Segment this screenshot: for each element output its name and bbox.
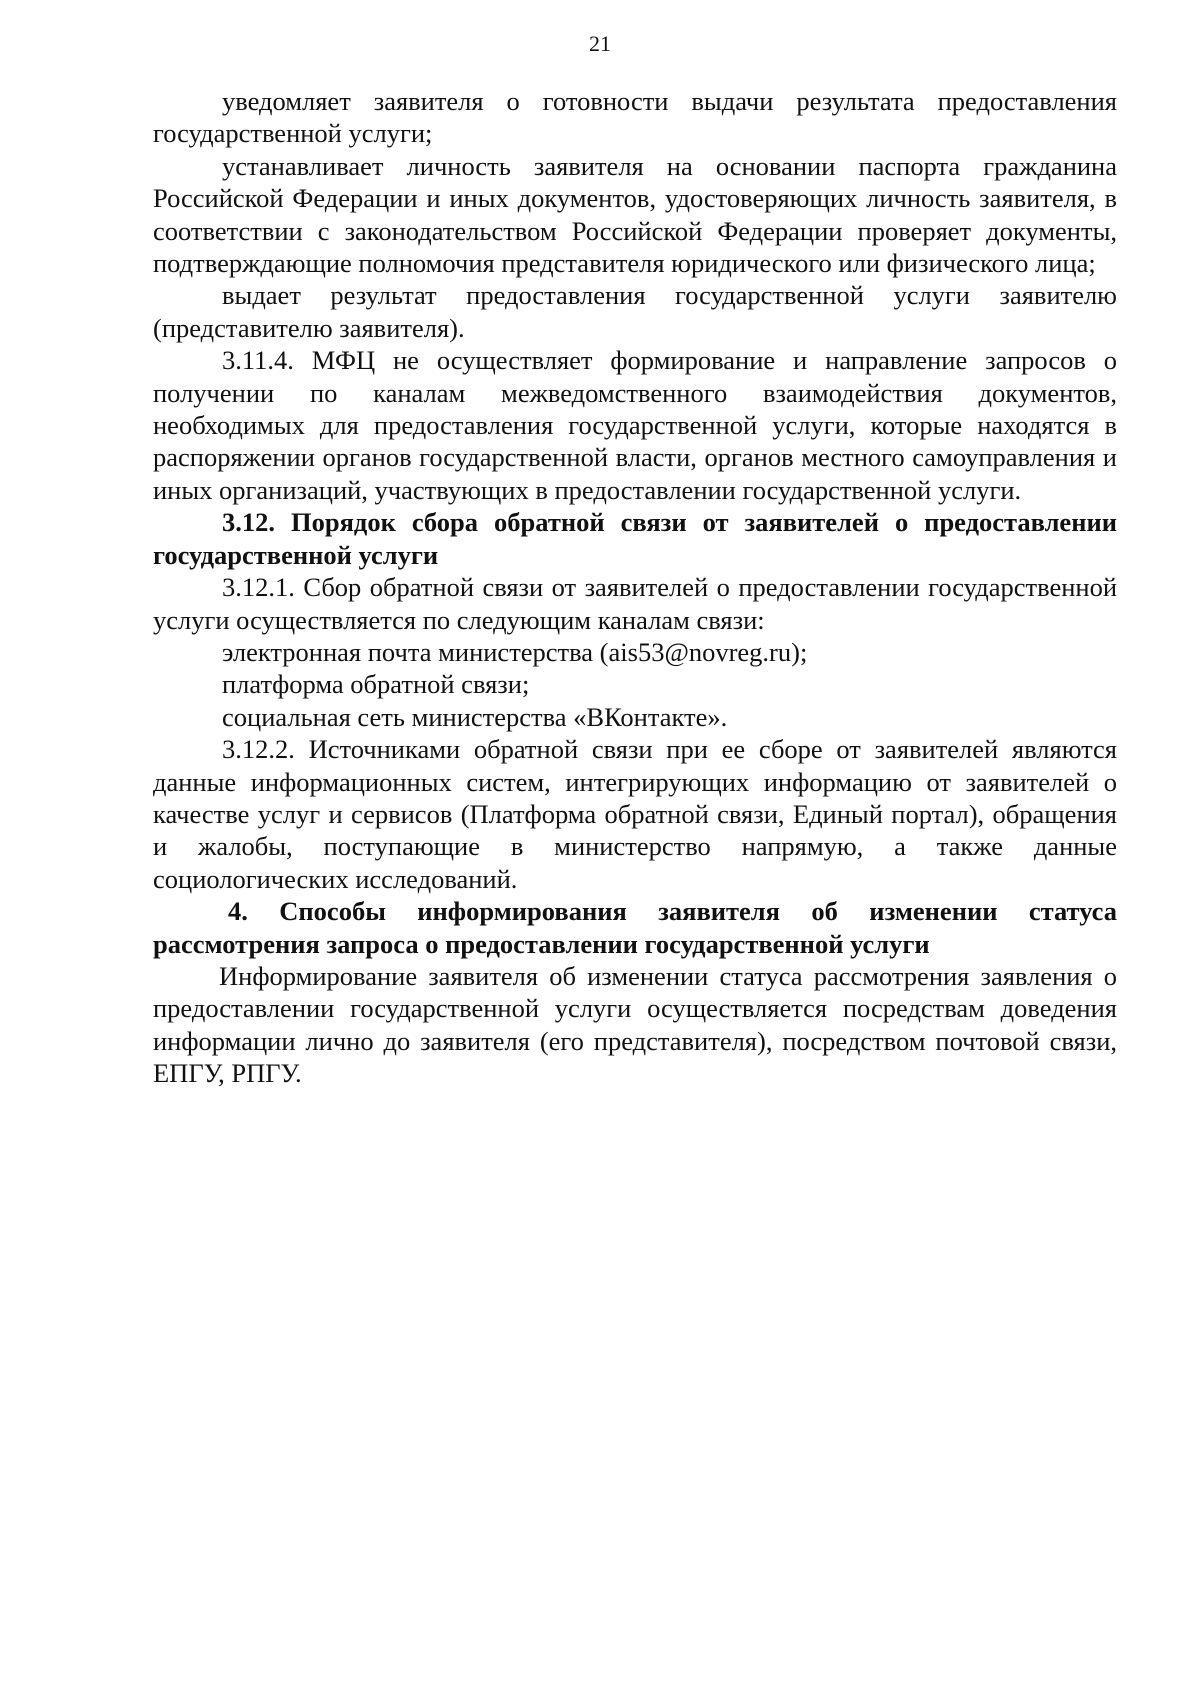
list-item-vkontakte: социальная сеть министерства «ВКонтакте».	[222, 701, 728, 732]
list-item-platform: платформа обратной связи;	[222, 669, 530, 700]
section-heading-3-12: 3.12. Порядок сбора обратной связи от заявителей о предоставлении государственной услуги	[153, 507, 1117, 570]
paragraph-issue-result: выдает результат предоставления государственной услуги заявителю (представителю заявителя).	[153, 280, 1117, 343]
paragraph-notify: уведомляет заявителя о готовности выдачи результата предоставления государственной услуги;	[153, 86, 1117, 149]
document-body	[153, 85, 1117, 1090]
section-heading-4: 4. Способы информирования заявителя об изменении статуса рассмотрения запроса о предоставлении государственной услуги	[153, 896, 1117, 959]
paragraph-3-11-4: 3.11.4. МФЦ не осуществляет формирование и направление запросов о получении по каналам межведомственного взаимодействия документов, необходимых для предоставления государственной услуги, которые находятся в распоряжении органов государственной власти, органов местного самоуправления и иных организаций, участвующих в предоставлении государственной услуги.	[153, 345, 1117, 505]
paragraph-informing: Информирование заявителя об изменении статуса рассмотрения заявления о предоставлении государственной услуги осуществляется посредствам доведения информации лично до заявителя (его представителя), посредством почтовой связи, ЕПГУ, РПГУ.	[153, 960, 1117, 1089]
paragraph-3-12-1: 3.12.1. Сбор обратной связи от заявителей о предоставлении государственной услуги осуществляется по следующим каналам связи:	[153, 572, 1117, 635]
list-item-email: электронная почта министерства (ais53@novreg.ru);	[222, 636, 808, 667]
paragraph-identify: устанавливает личность заявителя на основании паспорта гражданина Российской Федерации и иных документов, удостоверяющих личность заявителя, в соответствии с законодательством Российской Федерации проверяет документы, подтверждающие полномочия представителя юридического или физического лица;	[153, 150, 1117, 279]
paragraph-3-12-2: 3.12.2. Источниками обратной связи при ее сборе от заявителей являются данные информационных систем, интегрирующих информацию от заявителей о качестве услуг и сервисов (Платформа обратной связи, Единый портал), обращения и жалобы, поступающие в министерство напрямую, а также данные социологических исследований.	[153, 734, 1117, 894]
page-number: 21	[589, 31, 611, 56]
